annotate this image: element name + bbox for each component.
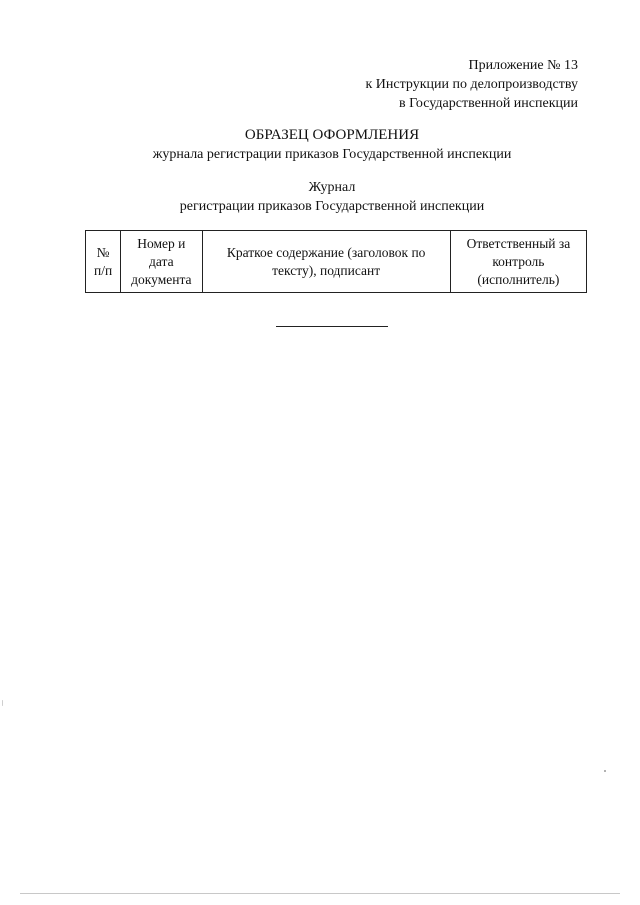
end-separator-line [276, 326, 388, 327]
column-header-summary: Краткое содержание (заголовок по тексту), подписант [202, 231, 450, 293]
journal-heading [0, 178, 640, 216]
column-header-number: № п/п [86, 231, 121, 293]
appendix-reference: к Инструкции по делопроизводству [365, 77, 578, 92]
scan-speck [2, 700, 3, 706]
journal-title: Журнал [308, 180, 356, 195]
page-bottom-edge [20, 893, 620, 894]
column-header-document-number-date: Номер и дата документа [121, 231, 202, 293]
journal-subtitle: регистрации приказов Государственной инспекции [179, 199, 485, 214]
sample-heading [0, 126, 640, 164]
appendix-header [365, 56, 578, 113]
appendix-organization: в Государственной инспекции [398, 96, 578, 111]
sample-subtitle: журнала регистрации приказов Государственной инспекции [152, 147, 512, 162]
sample-title: ОБРАЗЕЦ ОФОРМЛЕНИЯ [244, 127, 420, 143]
scan-speck [604, 770, 606, 772]
table-header-row [86, 231, 587, 293]
appendix-number: Приложение № 13 [468, 58, 578, 73]
register-table [85, 230, 587, 293]
column-header-responsible: Ответственный за контроль (исполнитель) [450, 231, 586, 293]
